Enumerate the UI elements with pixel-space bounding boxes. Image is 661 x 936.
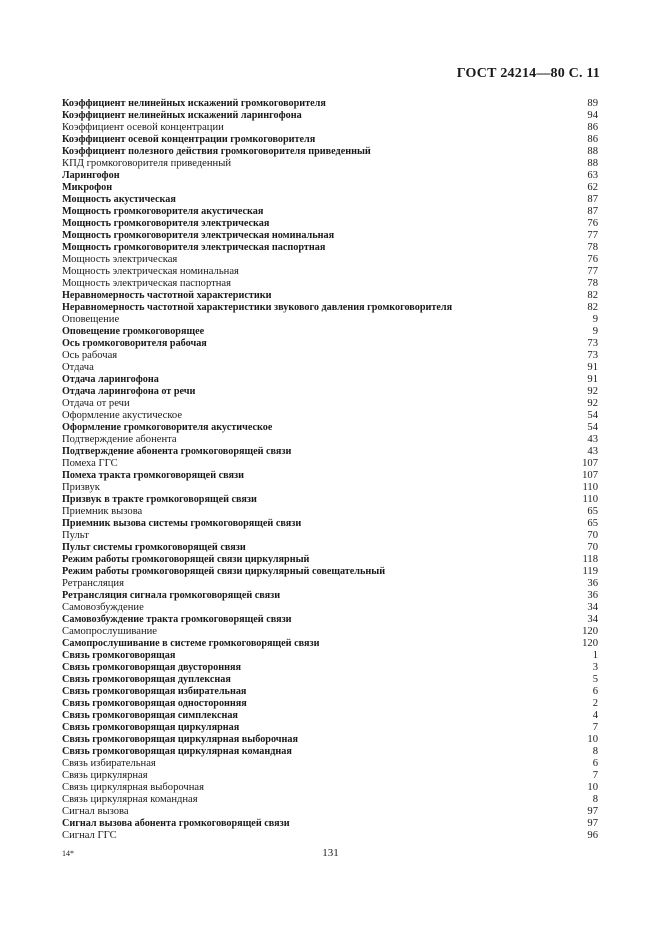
index-entry <box>62 158 598 170</box>
index-entry <box>62 686 598 698</box>
index-page-ref: 7 <box>592 722 598 733</box>
index-term: Отдача от речи <box>62 398 130 409</box>
index-entry <box>62 206 598 218</box>
index-page-ref: 36 <box>587 578 598 589</box>
index-entry <box>62 422 598 434</box>
index-page-ref: 107 <box>582 470 598 481</box>
index-page-ref: 43 <box>587 446 598 457</box>
index-term: Ретрансляция <box>62 578 124 589</box>
index-term: Ларингофон <box>62 170 120 181</box>
index-entry <box>62 254 598 266</box>
index-page-ref: 65 <box>587 518 598 529</box>
index-entry <box>62 758 598 770</box>
index-entry <box>62 482 598 494</box>
index-term: Мощность громкоговорителя электрическая <box>62 218 270 229</box>
index-term: Самопрослушивание в системе громкоговорящей связи <box>62 638 320 649</box>
index-entry <box>62 350 598 362</box>
index-entry <box>62 470 598 482</box>
index-term: Оповещение громкоговорящее <box>62 326 205 337</box>
index-page-ref: 1 <box>592 650 598 661</box>
index-page-ref: 77 <box>587 266 598 277</box>
index-entry <box>62 806 598 818</box>
index-term: Ось рабочая <box>62 350 118 361</box>
index-entry <box>62 794 598 806</box>
index-entry <box>62 134 598 146</box>
index-page-ref: 78 <box>587 242 598 253</box>
index-entry <box>62 578 598 590</box>
index-page-ref: 7 <box>592 770 598 781</box>
index-page-ref: 97 <box>587 818 598 829</box>
index-term: Самовозбуждение <box>62 602 144 613</box>
index-entry <box>62 494 598 506</box>
index-entry <box>62 170 598 182</box>
index-term: Неравномерность частотной характеристики <box>62 290 272 301</box>
index-term: Оповещение <box>62 314 120 325</box>
index-entry <box>62 446 598 458</box>
index-term: Отдача <box>62 362 94 373</box>
index-entry <box>62 122 598 134</box>
index-page-ref: 97 <box>587 806 598 817</box>
index-term: Пульт <box>62 530 89 541</box>
index-page-ref: 73 <box>587 338 598 349</box>
index-entry <box>62 722 598 734</box>
index-page-ref: 43 <box>587 434 598 445</box>
index-entry <box>62 710 598 722</box>
index-term: Самовозбуждение тракта громкоговорящей связи <box>62 614 292 625</box>
index-term: Связь громкоговорящая <box>62 650 176 661</box>
index-entry <box>62 554 598 566</box>
index-page-ref: 110 <box>582 494 598 505</box>
index-term: Коэффициент нелинейных искажений ларингофона <box>62 110 302 121</box>
term-index <box>62 98 598 842</box>
index-entry <box>62 434 598 446</box>
index-entry <box>62 362 598 374</box>
index-page-ref: 65 <box>587 506 598 517</box>
index-entry <box>62 506 598 518</box>
index-term: Призвук в тракте громкоговорящей связи <box>62 494 257 505</box>
index-entry <box>62 662 598 674</box>
index-page-ref: 10 <box>587 782 598 793</box>
index-page-ref: 54 <box>587 422 598 433</box>
index-term: Связь циркулярная выборочная <box>62 782 204 793</box>
index-entry <box>62 278 598 290</box>
index-entry <box>62 410 598 422</box>
index-entry <box>62 182 598 194</box>
index-page-ref: 88 <box>587 146 598 157</box>
index-page-ref: 87 <box>587 206 598 217</box>
index-term: Самопрослушивание <box>62 626 158 637</box>
index-entry <box>62 194 598 206</box>
index-page-ref: 88 <box>587 158 598 169</box>
index-term: Сигнал вызова абонента громкоговорящей связи <box>62 818 290 829</box>
index-page-ref: 76 <box>587 218 598 229</box>
index-page-ref: 10 <box>587 734 598 745</box>
index-page-ref: 107 <box>582 458 598 469</box>
index-page-ref: 94 <box>587 110 598 121</box>
index-term: Помеха ГГС <box>62 458 118 469</box>
index-page-ref: 87 <box>587 194 598 205</box>
index-page-ref: 82 <box>587 290 598 301</box>
index-term: Сигнал вызова <box>62 806 129 817</box>
index-entry <box>62 110 598 122</box>
index-page-ref: 70 <box>587 542 598 553</box>
index-term: Связь громкоговорящая односторонняя <box>62 698 247 709</box>
index-term: Режим работы громкоговорящей связи циркулярный совещательный <box>62 566 386 577</box>
index-entry <box>62 290 598 302</box>
index-term: Отдача ларингофона от речи <box>62 386 196 397</box>
index-term: Оформление акустическое <box>62 410 183 421</box>
index-term: Связь громкоговорящая симплексная <box>62 710 238 721</box>
index-term: Подтверждение абонента громкоговорящей связи <box>62 446 292 457</box>
index-page-ref: 9 <box>592 314 598 325</box>
index-entry <box>62 218 598 230</box>
index-entry <box>62 398 598 410</box>
index-page-ref: 120 <box>582 638 598 649</box>
index-term: Связь громкоговорящая циркулярная <box>62 722 240 733</box>
index-entry <box>62 374 598 386</box>
index-term: Коэффициент полезного действия громкоговорителя приведенный <box>62 146 371 157</box>
index-entry <box>62 338 598 350</box>
index-page-ref: 110 <box>582 482 598 493</box>
index-page-ref: 4 <box>592 710 598 721</box>
index-term: Мощность акустическая <box>62 194 176 205</box>
page-header: ГОСТ 24214—80 С. 11 <box>456 66 600 81</box>
index-page-ref: 91 <box>587 374 598 385</box>
index-page-ref: 76 <box>587 254 598 265</box>
index-term: Мощность электрическая <box>62 254 178 265</box>
index-entry <box>62 770 598 782</box>
index-term: Оформление громкоговорителя акустическое <box>62 422 273 433</box>
index-term: Связь избирательная <box>62 758 156 769</box>
index-entry <box>62 638 598 650</box>
index-entry <box>62 614 598 626</box>
index-term: Неравномерность частотной характеристики звукового давления громкоговорителя <box>62 302 453 313</box>
index-term: Мощность громкоговорителя электрическая паспортная <box>62 242 326 253</box>
index-page-ref: 86 <box>587 134 598 145</box>
index-page-ref: 8 <box>592 794 598 805</box>
index-term: Сигнал ГГС <box>62 830 117 841</box>
index-term: Связь циркулярная <box>62 770 148 781</box>
index-page-ref: 34 <box>587 602 598 613</box>
index-term: Пульт системы громкоговорящей связи <box>62 542 246 553</box>
index-entry <box>62 542 598 554</box>
index-page-ref: 120 <box>582 626 598 637</box>
index-entry <box>62 818 598 830</box>
index-entry <box>62 518 598 530</box>
index-page-ref: 91 <box>587 362 598 373</box>
index-term: Коэффициент осевой концентрации <box>62 122 224 133</box>
signature-mark: 14* <box>62 849 74 858</box>
index-page-ref: 118 <box>582 554 598 565</box>
index-entry <box>62 146 598 158</box>
index-term: Ретрансляция сигнала громкоговорящей связи <box>62 590 281 601</box>
index-page-ref: 5 <box>592 674 598 685</box>
index-term: Приемник вызова <box>62 506 143 517</box>
index-entry <box>62 566 598 578</box>
index-entry <box>62 266 598 278</box>
index-page-ref: 96 <box>587 830 598 841</box>
index-page-ref: 62 <box>587 182 598 193</box>
index-entry <box>62 326 598 338</box>
index-term: Мощность электрическая паспортная <box>62 278 232 289</box>
index-page-ref: 54 <box>587 410 598 421</box>
index-page-ref: 2 <box>592 698 598 709</box>
index-page-ref: 70 <box>587 530 598 541</box>
index-entry <box>62 650 598 662</box>
index-entry <box>62 386 598 398</box>
index-term: Ось громкоговорителя рабочая <box>62 338 207 349</box>
index-term: Режим работы громкоговорящей связи циркулярный <box>62 554 310 565</box>
index-term: Связь циркулярная командная <box>62 794 198 805</box>
index-entry <box>62 530 598 542</box>
index-page-ref: 77 <box>587 230 598 241</box>
index-entry <box>62 674 598 686</box>
index-term: Подтверждение абонента <box>62 434 177 445</box>
index-entry <box>62 782 598 794</box>
index-page-ref: 9 <box>592 326 598 337</box>
index-entry <box>62 314 598 326</box>
index-term: Коэффициент осевой концентрации громкоговорителя <box>62 134 316 145</box>
index-term: Приемник вызова системы громкоговорящей связи <box>62 518 302 529</box>
index-page-ref: 34 <box>587 614 598 625</box>
index-entry <box>62 458 598 470</box>
index-term: Связь громкоговорящая циркулярная выборочная <box>62 734 299 745</box>
index-entry <box>62 230 598 242</box>
index-entry <box>62 302 598 314</box>
index-page-ref: 73 <box>587 350 598 361</box>
index-page-ref: 92 <box>587 398 598 409</box>
index-term: Отдача ларингофона <box>62 374 159 385</box>
index-term: Помеха тракта громкоговорящей связи <box>62 470 244 481</box>
index-page-ref: 36 <box>587 590 598 601</box>
index-page-ref: 6 <box>592 758 598 769</box>
index-page-ref: 89 <box>587 98 598 109</box>
index-page-ref: 6 <box>592 686 598 697</box>
index-term: Связь громкоговорящая избирательная <box>62 686 247 697</box>
index-entry <box>62 734 598 746</box>
index-page-ref: 63 <box>587 170 598 181</box>
index-term: Связь громкоговорящая двусторонняя <box>62 662 241 673</box>
index-term: Мощность электрическая номинальная <box>62 266 239 277</box>
index-page-ref: 3 <box>592 662 598 673</box>
index-term: Мощность громкоговорителя акустическая <box>62 206 264 217</box>
index-page-ref: 78 <box>587 278 598 289</box>
index-term: Связь громкоговорящая циркулярная командная <box>62 746 292 757</box>
index-page-ref: 119 <box>582 566 598 577</box>
index-term: Мощность громкоговорителя электрическая номинальная <box>62 230 335 241</box>
index-term: Связь громкоговорящая дуплексная <box>62 674 231 685</box>
index-page-ref: 92 <box>587 386 598 397</box>
index-entry <box>62 698 598 710</box>
index-entry <box>62 98 598 110</box>
index-page-ref: 82 <box>587 302 598 313</box>
index-entry <box>62 746 598 758</box>
index-term: Микрофон <box>62 182 113 193</box>
index-entry <box>62 830 598 842</box>
page-number: 131 <box>322 847 339 859</box>
index-term: Коэффициент нелинейных искажений громкоговорителя <box>62 98 326 109</box>
index-term: КПД громкоговорителя приведенный <box>62 158 232 169</box>
index-entry <box>62 590 598 602</box>
index-page-ref: 86 <box>587 122 598 133</box>
index-entry <box>62 626 598 638</box>
index-page-ref: 8 <box>592 746 598 757</box>
index-entry <box>62 242 598 254</box>
index-entry <box>62 602 598 614</box>
index-term: Призвук <box>62 482 100 493</box>
